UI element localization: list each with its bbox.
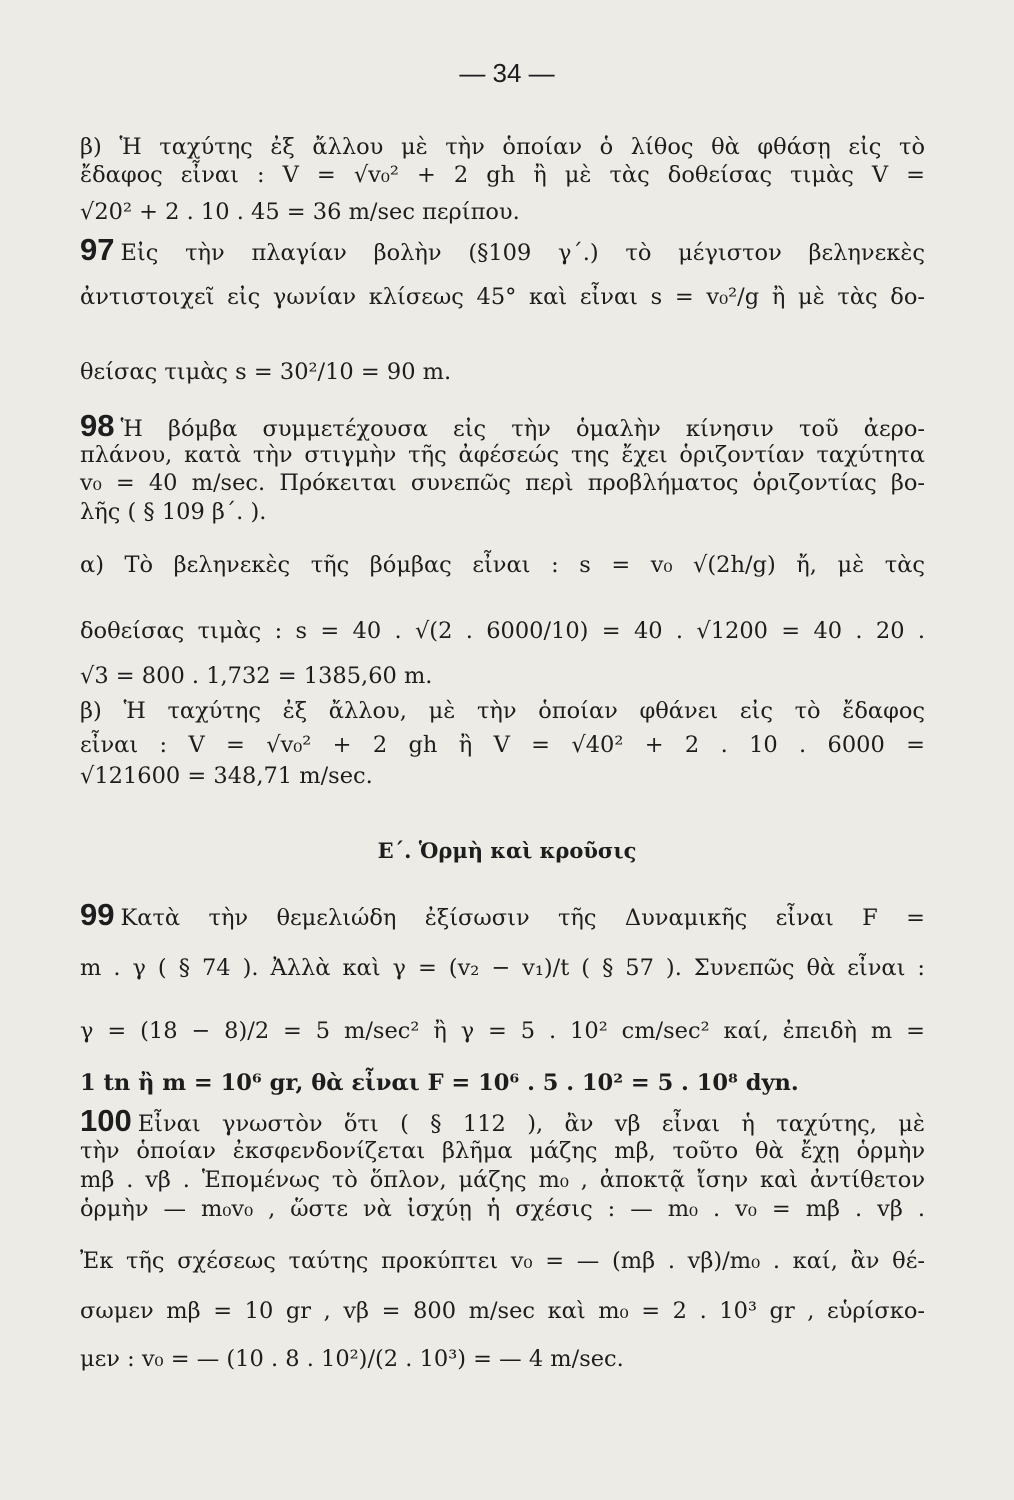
problem-number: 98 xyxy=(80,408,115,443)
text-line: μεν : v₀ = — (10 . 8 . 10²)/(2 . 10³) = — 4 m/sec. xyxy=(80,1346,624,1372)
text-line: δοθείσας τιμὰς : s = 40 . √(2 . 6000/10) = 40 . √1200 = 40 . 20 . xyxy=(80,618,925,644)
paragraph-98-start: 98 Ἡ βόμβα συμμετέχουσα εἰς τὴν ὁμαλὴν κίνησιν τοῦ ἀερο- xyxy=(80,408,925,443)
text-line: πλάνου, κατὰ τὴν στιγμὴν τῆς ἀφέσεώς της ἔχει ὁριζοντίαν ταχύτητα xyxy=(80,442,925,468)
problem-number: 97 xyxy=(80,232,115,267)
text-line: √3 = 800 . 1,732 = 1385,60 m. xyxy=(80,663,433,689)
page-number: — 34 — xyxy=(459,58,555,88)
problem-number: 100 xyxy=(80,1103,132,1138)
paragraph-97-start: 97 Εἰς τὴν πλαγίαν βολὴν (§109 γ΄.) τὸ μέγιστον βεληνεκὲς xyxy=(80,232,925,267)
text-line: θείσας τιμὰς s = 30²/10 = 90 m. xyxy=(80,359,452,385)
text-line: √121600 = 348,71 m/sec. xyxy=(80,763,373,789)
text-line: β) Ἡ ταχύτης ἐξ ἄλλου μὲ τὴν ὁποίαν ὁ λίθος θὰ φθάσῃ εἰς τὸ xyxy=(80,134,925,160)
text-line: ἀντιστοιχεῖ εἰς γωνίαν κλίσεως 45° καὶ εἶναι s = v₀²/g ἢ μὲ τὰς δο- xyxy=(80,284,925,310)
text-line: λῆς ( § 109 β΄. ). xyxy=(80,499,267,525)
text-line: ὁρμὴν — m₀v₀ , ὥστε νὰ ἰσχύῃ ἡ σχέσις : — m₀ . v₀ = mβ . vβ . xyxy=(80,1196,925,1222)
text-line: ἔδαφος εἶναι : V = √v₀² + 2 gh ἢ μὲ τὰς δοθείσας τιμὰς V = xyxy=(80,162,925,188)
text-line: √20² + 2 . 10 . 45 = 36 m/sec περίπου. xyxy=(80,199,520,225)
text-line: εἶναι : V = √v₀² + 2 gh ἢ V = √40² + 2 . 10 . 6000 = xyxy=(80,732,925,758)
problem-number: 99 xyxy=(80,897,115,932)
paragraph-99-start: 99 Κατὰ τὴν θεμελιώδη ἐξίσωσιν τῆς Δυναμικῆς εἶναι F = xyxy=(80,897,925,932)
section-heading: Ε΄. Ὁρμὴ καὶ κροῦσις xyxy=(377,838,637,863)
text-line: σωμεν mβ = 10 gr , vβ = 800 m/sec καὶ m₀ = 2 . 10³ gr , εὑρίσκο- xyxy=(80,1298,925,1324)
text-line: α) Τὸ βεληνεκὲς τῆς βόμβας εἶναι : s = v₀ √(2h/g) ἤ, μὲ τὰς xyxy=(80,552,925,578)
text-line: Ἐκ τῆς σχέσεως ταύτης προκύπτει v₀ = — (mβ . vβ)/m₀ . καί, ἂν θέ- xyxy=(80,1248,925,1274)
text-line: m . γ ( § 74 ). Ἀλλὰ καὶ γ = (v₂ − v₁)/t ( § 57 ). Συνεπῶς θὰ εἶναι : xyxy=(80,955,925,981)
text-line: mβ . vβ . Ἑπομένως τὸ ὅπλον, μάζης m₀ , ἀποκτᾷ ἴσην καὶ ἀντίθετον xyxy=(80,1167,925,1193)
text-line: τὴν ὁποίαν ἐκσφενδονίζεται βλῆμα μάζης mβ, τοῦτο θὰ ἔχῃ ὁρμὴν xyxy=(80,1138,925,1164)
text-line: γ = (18 − 8)/2 = 5 m/sec² ἢ γ = 5 . 10² cm/sec² καί, ἐπειδὴ m = xyxy=(80,1018,925,1044)
text-line: v₀ = 40 m/sec. Πρόκειται συνεπῶς περὶ προβλήματος ὁριζοντίας βο- xyxy=(80,470,925,496)
text-line: 1 tn ἢ m = 10⁶ gr, θὰ εἶναι F = 10⁶ . 5 . 10² = 5 . 10⁸ dyn. xyxy=(80,1070,799,1096)
text-line: β) Ἡ ταχύτης ἐξ ἄλλου, μὲ τὴν ὁποίαν φθάνει εἰς τὸ ἔδαφος xyxy=(80,698,925,724)
paragraph-100-start: 100 Εἶναι γνωστὸν ὅτι ( § 112 ), ἂν vβ εἶναι ἡ ταχύτης, μὲ xyxy=(80,1103,925,1138)
